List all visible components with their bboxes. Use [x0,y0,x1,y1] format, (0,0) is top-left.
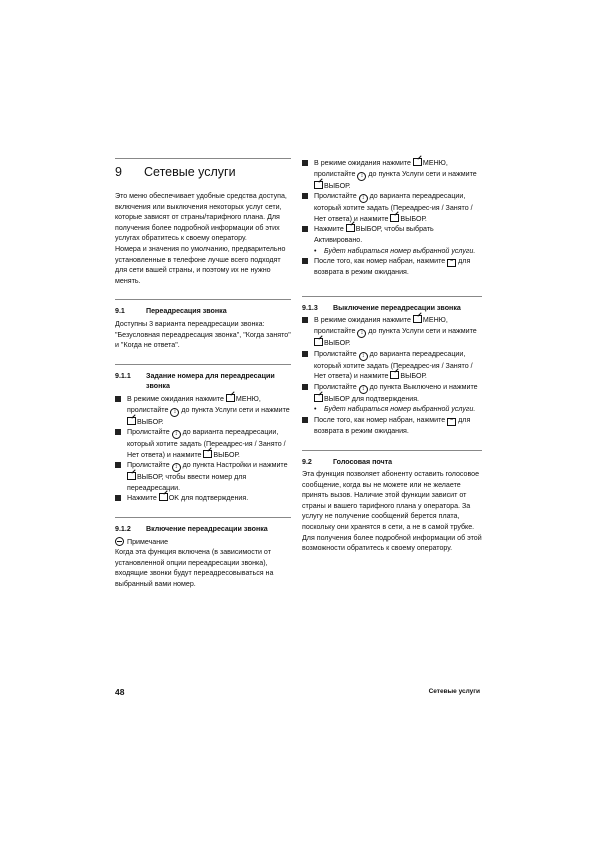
section-heading-9-1-3: 9.1.3 Выключение переадресации звонка [302,303,461,312]
section-heading-9-1: 9.1 Переадресация звонка [115,307,227,316]
softkey-icon [127,472,136,480]
section-heading-9-1-2: 9.1.2 Включение переадресации звонка [115,525,268,534]
nav-key-icon: ↕ [359,385,368,394]
left-column [115,158,291,590]
list-item: После того, как номер набран, нажмите ⌃ для возврата в режим ожидания. [302,415,482,437]
chapter-rule [115,158,291,159]
square-bullet-icon [115,495,121,501]
nav-key-icon: ↕ [170,408,179,417]
section-rule [115,299,291,300]
square-bullet-icon [115,462,121,468]
chapter-title: Сетевые услуги [144,165,236,179]
chapter-number: 9 [115,165,122,179]
softkey-icon [390,371,399,379]
nav-key-icon: ↕ [359,194,368,203]
list-item: Нажмите OK для подтверждения. [115,493,291,504]
softkey-icon [314,181,323,189]
square-bullet-icon [302,317,308,323]
note-header [115,537,291,548]
square-bullet-icon [302,384,308,390]
softkey-icon [413,315,422,323]
chapter-heading [115,165,291,180]
note-icon [115,537,124,546]
softkey-icon [346,224,355,232]
square-bullet-icon [115,396,121,402]
softkey-icon [226,394,235,402]
right-column [302,158,482,554]
section-text: Доступны 3 варианта переадресации звонка: "Безусловная переадресация звонка", "Когда занято" и "Когда не ответа". [115,319,291,350]
square-bullet-icon [115,429,121,435]
nav-key-icon: ↕ [172,463,181,472]
softkey-icon [413,158,422,166]
softkey-icon [314,338,323,346]
nav-key-icon: ↕ [172,430,181,439]
square-bullet-icon [302,160,308,166]
square-bullet-icon [302,258,308,264]
intro-paragraph: Номера и значения по умолчанию, предварительно установленные в телефоне лучше всего подходят для сети вашей страны, и поэтому их не нужно менять. [115,244,286,285]
section-heading-9-1-1: 9.1.1 Задание номера для переадресации звонка [115,371,275,391]
list-item: В режиме ожидания нажмите МЕНЮ, пролистайте ↕ до пункта Услуги сети и нажмите ВЫБОР. [302,315,482,348]
note-text: Когда эта функция включена (в зависимости от установленной опции переадресации звонка), входящие звонки будут переадресовываться на выбранный вами номер. [115,548,274,589]
sub-item: • Будет набираться номер выбранной услуги. [314,246,476,255]
square-bullet-icon [302,351,308,357]
intro-paragraph: Это меню обеспечивает удобные средства доступа, включения или выключения некоторых услуг сети, которые зависят от страны/тарифного плана. Для получения более подробной информации об этих услугах обратитесь к своему оператору. [115,192,287,243]
section-text: Эта функция позволяет абоненту оставить голосовое сообщение, когда вы не можете или не желаете принять вызов. Наличие этой функции зависит от страны и вашего тарифного плана у оператора. За услугу не получение сообщений берется плата, поскольку они хранятся в сети, а не в самой трубке. Для получения более подробной информации об этой возможности обратитесь к своему оператору. [302,470,482,553]
softkey-icon [127,417,136,425]
list-item: Нажмите ВЫБОР, чтобы выбрать Активировано. [302,224,482,245]
softkey-icon [203,450,212,458]
section-heading-9-2: 9.2 Голосовая почта [302,457,393,466]
list-item: Пролистайте ↕ до варианта переадресации, который хотите задать (Переадрес-ия / Занято /Нет ответа) и нажмите ВЫБОР. [302,349,482,382]
page-number: 48 [115,687,125,697]
list-item: Пролистайте ↕ до варианта переадресации, который хотите задать (Переадрес-ия / Занято /Нет ответа) и нажмите ВЫБОР. [115,427,291,460]
list-item: Пролистайте ↕ до пункта Выключено и нажмите ВЫБОР для подтверждения. [302,382,482,405]
square-bullet-icon [302,417,308,423]
square-bullet-icon [302,226,308,232]
note-label: Примечание [127,537,169,546]
list-item: В режиме ожидания нажмите МЕНЮ, пролистайте ↕ до пункта Услуги сети и нажмите ВЫБОР. [115,394,291,427]
section-rule [115,364,291,365]
nav-key-icon: ↕ [357,329,366,338]
running-footer-title: Сетевые услуги [428,688,480,695]
section-rule [302,296,482,297]
nav-key-icon: ↕ [357,172,366,181]
list-item: Пролистайте ↕ до варианта переадресации, который хотите задать (Переадрес-ия / Занято /Нет ответа) и нажмите ВЫБОР. [302,191,482,224]
softkey-icon [314,394,323,402]
sub-item: • Будет набираться номер выбранной услуги. [314,405,476,414]
softkey-icon [159,493,168,501]
square-bullet-icon [302,193,308,199]
softkey-icon [390,214,399,222]
list-item: Пролистайте ↕ до пункта Настройки и нажмите ВЫБОР, чтобы ввести номер для переадресации. [115,460,291,493]
back-key-icon: ⌃ [449,260,455,267]
list-item: После того, как номер набран, нажмите ⌃ для возврата в режим ожидания. [302,256,482,278]
nav-key-icon: ↕ [359,352,368,361]
list-item: В режиме ожидания нажмите МЕНЮ, пролистайте ↕ до пункта Услуги сети и нажмите ВЫБОР. [302,158,482,191]
section-rule [115,517,291,518]
back-key-icon: ⌃ [449,418,455,425]
section-rule [302,450,482,451]
